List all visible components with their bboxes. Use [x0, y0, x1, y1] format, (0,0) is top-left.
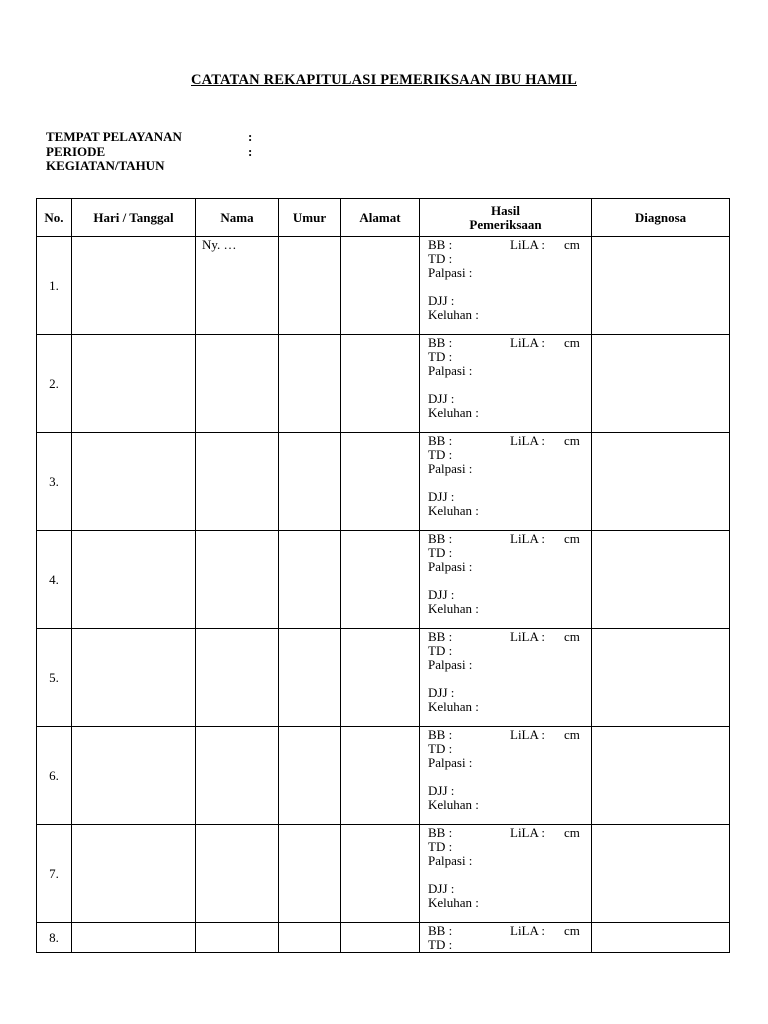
hasil-pemeriksaan-cell	[420, 727, 592, 825]
hasil-pemeriksaan-cell	[420, 923, 592, 953]
hasil-block	[420, 923, 591, 952]
row-number-cell: 7.	[37, 825, 72, 923]
cm-unit: cm	[564, 727, 580, 742]
header-hasil-line2: Pemeriksaan	[469, 216, 542, 232]
lila-label: LiLA :	[510, 825, 546, 840]
bb-label: BB :	[428, 237, 453, 252]
alamat-cell	[341, 825, 420, 923]
palpasi-label: Palpasi :	[428, 755, 473, 770]
alamat-cell	[341, 433, 420, 531]
hasil-block	[420, 629, 591, 714]
alamat-cell	[341, 531, 420, 629]
hasil-pemeriksaan-cell	[420, 433, 592, 531]
palpasi-label: Palpasi :	[428, 657, 473, 672]
diagnosa-cell	[592, 433, 730, 531]
blank-line	[428, 770, 587, 784]
rekap-table	[36, 198, 730, 953]
hasil-pemeriksaan-cell	[420, 531, 592, 629]
header-nama: Nama	[196, 199, 279, 237]
header-alamat: Alamat	[341, 199, 420, 237]
alamat-cell	[341, 335, 420, 433]
table-row	[37, 727, 730, 825]
bb-label: BB :	[428, 923, 453, 938]
hari-tanggal-cell	[72, 727, 196, 825]
keluhan-label: Keluhan :	[428, 405, 479, 420]
nama-cell	[196, 433, 279, 531]
td-label: TD :	[428, 251, 453, 266]
header-hasil-pemeriksaan	[420, 199, 592, 237]
hasil-block	[420, 825, 591, 910]
diagnosa-cell	[592, 727, 730, 825]
palpasi-label: Palpasi :	[428, 559, 473, 574]
cm-unit: cm	[564, 433, 580, 448]
keluhan-label: Keluhan :	[428, 601, 479, 616]
nama-value	[196, 335, 278, 336]
nama-cell	[196, 923, 279, 953]
field-label: TEMPAT PELAYANAN	[46, 129, 182, 144]
hari-tanggal-cell	[72, 237, 196, 335]
keluhan-label: Keluhan :	[428, 307, 479, 322]
td-label: TD :	[428, 741, 453, 756]
bb-lila-line	[428, 924, 587, 938]
hari-tanggal-cell	[72, 923, 196, 953]
umur-cell	[279, 629, 341, 727]
hasil-block	[420, 433, 591, 518]
header-hasil-line1: Hasil	[491, 202, 520, 218]
djj-label: DJJ :	[428, 391, 455, 406]
umur-cell	[279, 825, 341, 923]
umur-cell	[279, 923, 341, 953]
cm-unit: cm	[564, 531, 580, 546]
row-number-cell: 6.	[37, 727, 72, 825]
lila-label: LiLA :	[510, 531, 546, 546]
diagnosa-cell	[592, 531, 730, 629]
cm-unit: cm	[564, 335, 580, 350]
bb-label: BB :	[428, 825, 453, 840]
td-label: TD :	[428, 349, 453, 364]
field-kegiatan-tahun	[46, 159, 182, 174]
table-row	[37, 531, 730, 629]
keluhan-label: Keluhan :	[428, 797, 479, 812]
nama-value	[196, 629, 278, 630]
djj-label: DJJ :	[428, 881, 455, 896]
blank-line	[428, 574, 587, 588]
nama-cell	[196, 237, 279, 335]
hari-tanggal-cell	[72, 433, 196, 531]
table-row	[37, 825, 730, 923]
lila-label: LiLA :	[510, 237, 546, 252]
djj-label: DJJ :	[428, 685, 455, 700]
hasil-block	[420, 237, 591, 322]
row-number-cell: 3.	[37, 433, 72, 531]
lila-label: LiLA :	[510, 433, 546, 448]
bb-lila-line	[428, 630, 587, 644]
header-hari-tanggal: Hari / Tanggal	[72, 199, 196, 237]
nama-cell	[196, 531, 279, 629]
row-number-cell: 8.	[37, 923, 72, 953]
header-umur: Umur	[279, 199, 341, 237]
bb-label: BB :	[428, 433, 453, 448]
alamat-cell	[341, 923, 420, 953]
bb-label: BB :	[428, 727, 453, 742]
alamat-cell	[341, 237, 420, 335]
nama-cell	[196, 727, 279, 825]
td-label: TD :	[428, 545, 453, 560]
row-number-cell: 1.	[37, 237, 72, 335]
hari-tanggal-cell	[72, 531, 196, 629]
document-title-text: CATATAN REKAPITULASI PEMERIKSAAN IBU HAMIL	[191, 72, 577, 88]
header-no: No.	[37, 199, 72, 237]
nama-value	[196, 433, 278, 434]
header-fields	[46, 129, 253, 174]
nama-value	[196, 825, 278, 826]
bb-label: BB :	[428, 335, 453, 350]
palpasi-label: Palpasi :	[428, 461, 473, 476]
field-label: PERIODE	[46, 143, 106, 159]
alamat-cell	[341, 629, 420, 727]
palpasi-label: Palpasi :	[428, 853, 473, 868]
hari-tanggal-cell	[72, 825, 196, 923]
nama-cell	[196, 629, 279, 727]
table-row	[37, 629, 730, 727]
field-separator: :	[248, 143, 253, 159]
field-tempat-pelayanan	[46, 129, 253, 145]
cm-unit: cm	[564, 923, 580, 938]
nama-cell	[196, 335, 279, 433]
djj-label: DJJ :	[428, 293, 455, 308]
field-label: KEGIATAN/TAHUN	[46, 158, 165, 173]
header-diagnosa: Diagnosa	[592, 199, 730, 237]
bb-lila-line	[428, 826, 587, 840]
cm-unit: cm	[564, 237, 580, 252]
bb-label: BB :	[428, 531, 453, 546]
diagnosa-cell	[592, 923, 730, 953]
blank-line	[428, 378, 587, 392]
document-title	[0, 72, 768, 89]
blank-line	[428, 672, 587, 686]
alamat-cell	[341, 727, 420, 825]
bb-lila-line	[428, 238, 587, 252]
blank-line	[428, 868, 587, 882]
blank-line	[428, 476, 587, 490]
diagnosa-cell	[592, 629, 730, 727]
blank-line	[428, 280, 587, 294]
lila-label: LiLA :	[510, 727, 546, 742]
hasil-pemeriksaan-cell	[420, 237, 592, 335]
diagnosa-cell	[592, 335, 730, 433]
diagnosa-cell	[592, 825, 730, 923]
umur-cell	[279, 237, 341, 335]
keluhan-label: Keluhan :	[428, 699, 479, 714]
table-row	[37, 335, 730, 433]
keluhan-label: Keluhan :	[428, 503, 479, 518]
td-label: TD :	[428, 937, 453, 952]
hasil-block	[420, 531, 591, 616]
umur-cell	[279, 531, 341, 629]
djj-label: DJJ :	[428, 489, 455, 504]
cm-unit: cm	[564, 629, 580, 644]
umur-cell	[279, 335, 341, 433]
diagnosa-cell	[592, 237, 730, 335]
bb-lila-line	[428, 532, 587, 546]
table-row	[37, 433, 730, 531]
field-periode	[46, 143, 253, 160]
djj-label: DJJ :	[428, 587, 455, 602]
nama-value: Ny. …	[202, 237, 237, 252]
palpasi-label: Palpasi :	[428, 363, 473, 378]
table-row	[37, 237, 730, 335]
hasil-pemeriksaan-cell	[420, 335, 592, 433]
keluhan-label: Keluhan :	[428, 895, 479, 910]
nama-value	[196, 727, 278, 728]
lila-label: LiLA :	[510, 629, 546, 644]
hasil-block	[420, 335, 591, 420]
table-row	[37, 923, 730, 953]
row-number-cell: 4.	[37, 531, 72, 629]
nama-value	[196, 923, 278, 924]
table-header-row	[37, 199, 730, 237]
umur-cell	[279, 727, 341, 825]
umur-cell	[279, 433, 341, 531]
hari-tanggal-cell	[72, 629, 196, 727]
cm-unit: cm	[564, 825, 580, 840]
row-number-cell: 2.	[37, 335, 72, 433]
hari-tanggal-cell	[72, 335, 196, 433]
field-separator: :	[248, 129, 253, 144]
lila-label: LiLA :	[510, 923, 546, 938]
nama-cell	[196, 825, 279, 923]
hasil-pemeriksaan-cell	[420, 825, 592, 923]
palpasi-label: Palpasi :	[428, 265, 473, 280]
nama-value	[196, 531, 278, 532]
bb-label: BB :	[428, 629, 453, 644]
hasil-pemeriksaan-cell	[420, 629, 592, 727]
djj-label: DJJ :	[428, 783, 455, 798]
lila-label: LiLA :	[510, 335, 546, 350]
bb-lila-line	[428, 728, 587, 742]
hasil-block	[420, 727, 591, 812]
bb-lila-line	[428, 336, 587, 350]
row-number-cell: 5.	[37, 629, 72, 727]
bb-lila-line	[428, 434, 587, 448]
td-label: TD :	[428, 447, 453, 462]
td-label: TD :	[428, 839, 453, 854]
td-label: TD :	[428, 643, 453, 658]
